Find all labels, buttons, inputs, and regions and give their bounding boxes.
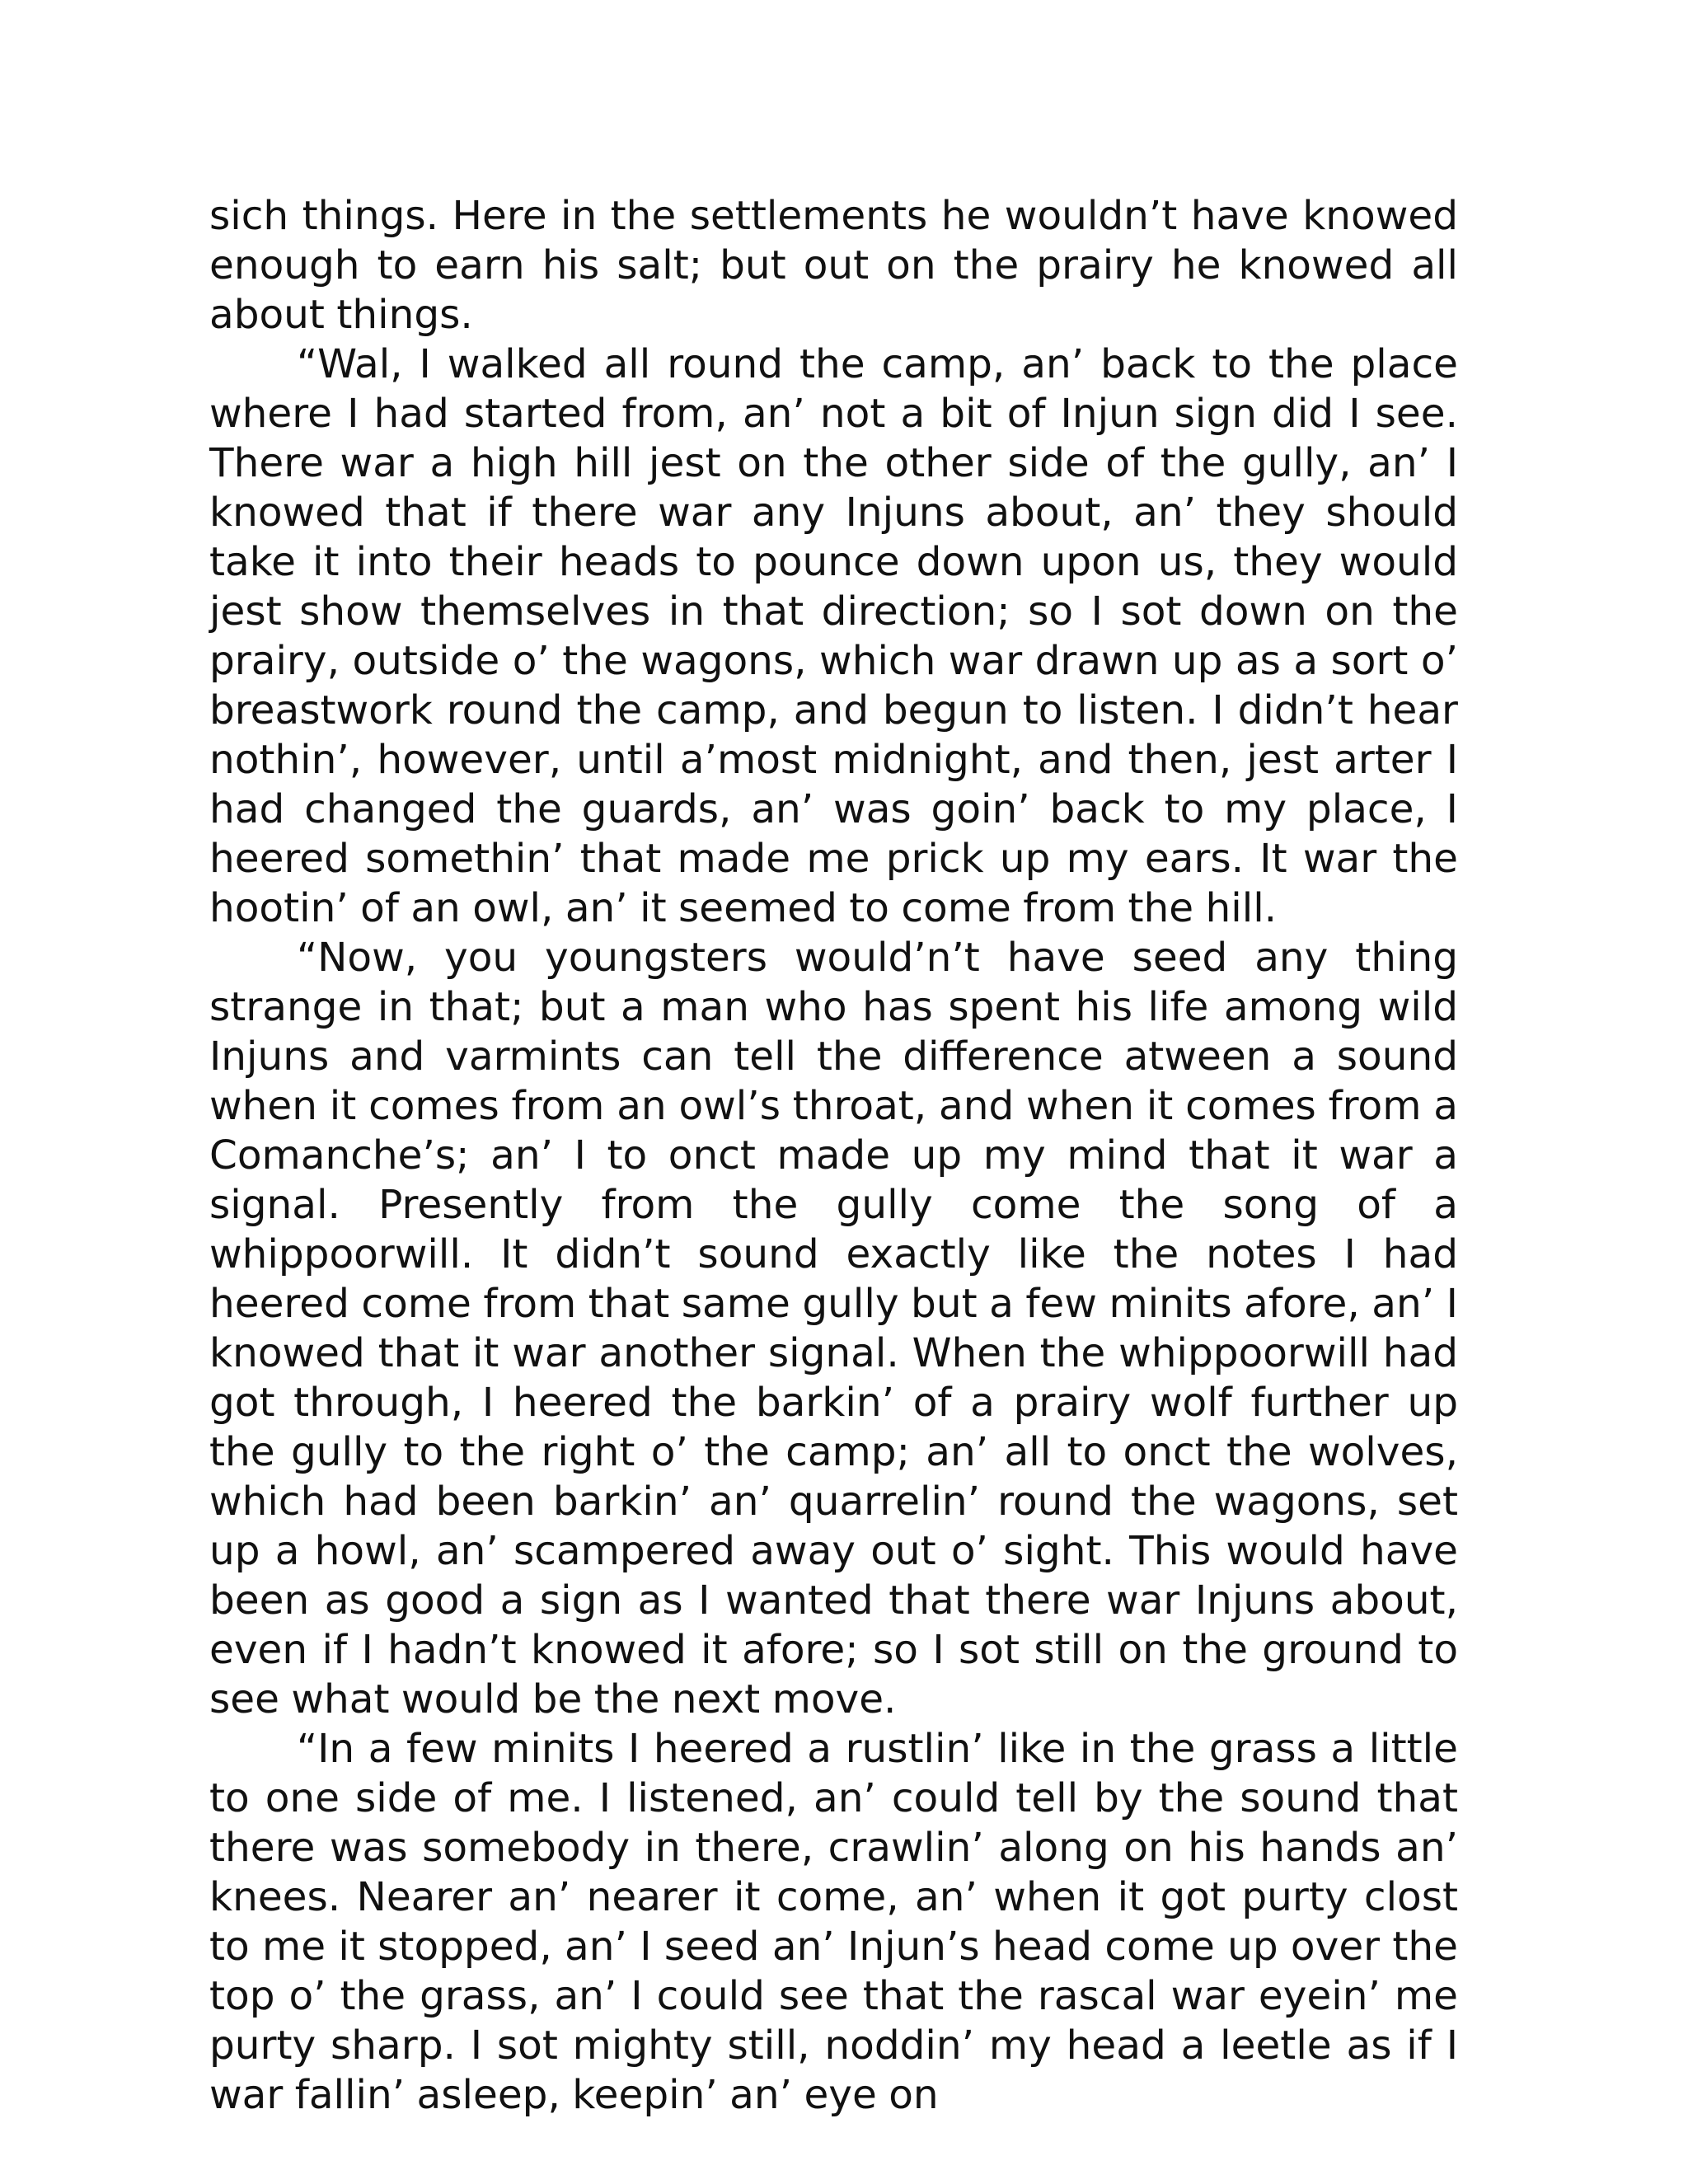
paragraph-4: “In a few minits I heered a rustlin’ like in the grass a little to one side of me. I listened, an’ could tell by the sound that there was somebody in there, crawlin’ along on his hands an’ knees. Nearer an’ nearer it come, an’ when it got purty clost to me it stopped, an’ I seed an’ Injun’s head come up over the top o’ the grass, an’ I could see that the rascal war eyein’ me purty sharp. I sot mighty still, noddin’ my head a leetle as if I war fallin’ asleep, keepin’ an’ eye on xyxy=(209,1726,1458,2118)
paragraph-2: “Wal, I walked all round the camp, an’ back to the place where I had started from, an’ not a bit of Injun sign did I see. There war a high hill jest on the other side of the gully, an’ I knowed that if there war any Injuns about, an’ they should take it into their heads to pounce down upon us, they would jest show themselves in that direction; so I sot down on the prairy, outside o’ the wagons, which war drawn up as a sort o’ breastwork round the camp, and begun to listen. I didn’t hear nothin’, however, until a’most midnight, and then, jest arter I had changed the guards, an’ was goin’ back to my place, I heered somethin’ that made me prick up my ears. It war the hootin’ of an owl, an’ it seemed to come from the hill. xyxy=(209,341,1458,931)
paragraph-3: “Now, you youngsters would’n’t have seed any thing strange in that; but a man who has spent his life among wild Injuns and varmints can tell the difference atween a sound when it comes from an owl’s throat, and when it comes from a Comanche’s; an’ I to onct made up my mind that it war a signal. Presently from the gully come the song of a whippoorwill. It didn’t sound exactly like the notes I had heered come from that same gully but a few minits afore, an’ I knowed that it war another signal. When the whippoorwill had got through, I heered the barkin’ of a prairy wolf further up the gully to the right o’ the camp; an’ all to onct the wolves, which had been barkin’ an’ quarrelin’ round the wagons, set up a howl, an’ scampered away out o’ sight. This would have been as good a sign as I wanted that there war Injuns about, even if I hadn’t knowed it afore; so I sot still on the ground to see what would be the next move. xyxy=(209,935,1458,1722)
paragraph-1: sich things. Here in the settlements he wouldn’t have knowed enough to earn his salt; but out on the prairy he knowed all about things. xyxy=(209,193,1458,338)
page-body xyxy=(209,191,1458,2120)
